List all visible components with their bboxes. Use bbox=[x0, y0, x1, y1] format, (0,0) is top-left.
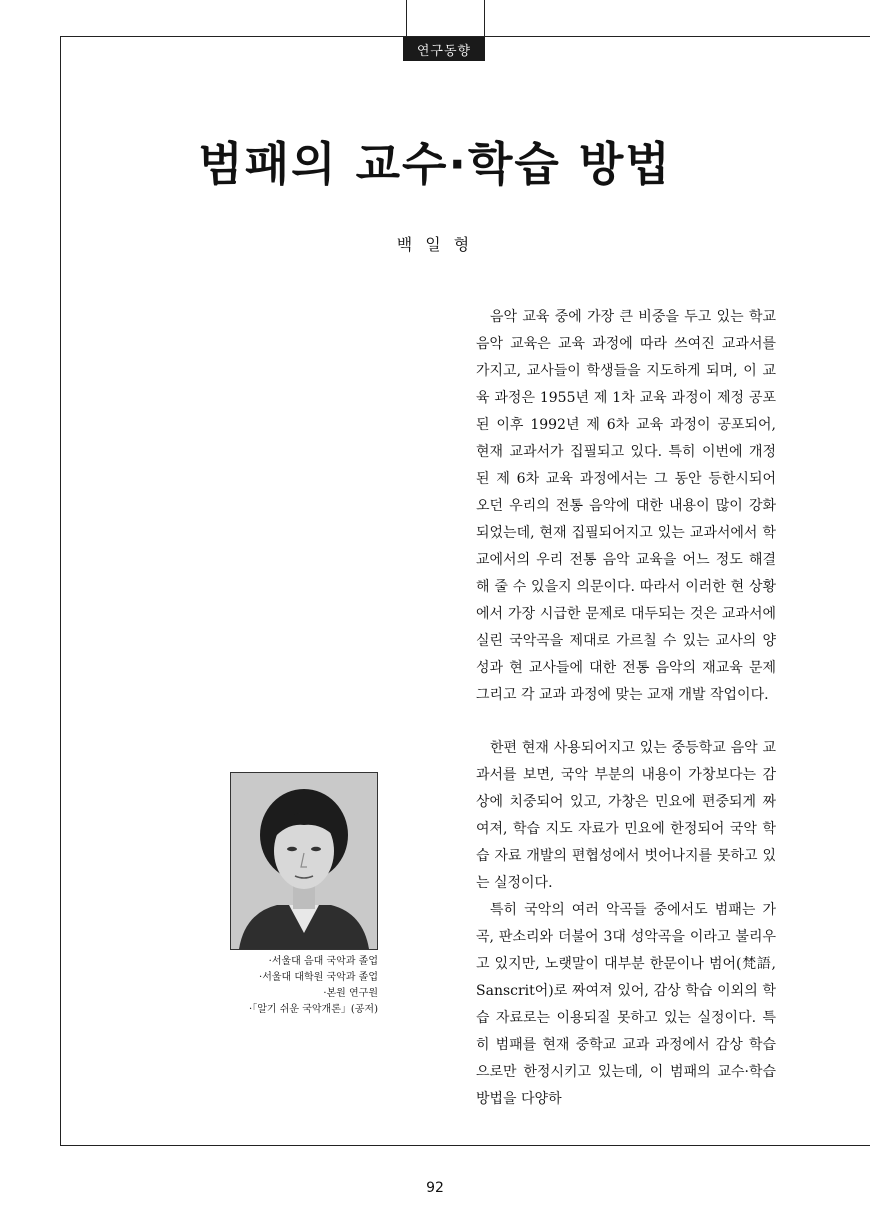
author-name: 백 일 형 bbox=[396, 235, 474, 254]
article-title: 범패의 교수·학습 방법 bbox=[198, 137, 672, 191]
body-paragraph: 한편 현재 사용되어지고 있는 중등학교 음악 교과서를 보면, 국악 부분의 내용이 가창보다는 감상에 치중되어 있고, 가창은 민요에 편중되게 짜여져, 학습 지도 자료가 민요에 한정되어 국악 학습 자료 개발의 편협성에서 벗어나지를 못하고 있는 실정이다. bbox=[476, 740, 776, 891]
bio-item: ·서울대 음대 국악과 졸업 bbox=[268, 956, 378, 967]
page-frame-left-rule bbox=[60, 36, 61, 1146]
article-body bbox=[476, 304, 776, 1113]
header-tick-left bbox=[406, 0, 407, 37]
bio-item: ·본원 연구원 bbox=[323, 988, 378, 999]
author-photo bbox=[230, 772, 378, 950]
body-paragraph: 특히 국악의 여러 악곡들 중에서도 범패는 가곡, 판소리와 더불어 3대 성악곡을 이라고 불리우고 있지만, 노랫말이 대부분 한문이나 범어(梵語, Sanscrit어)로 짜여져 있어, 감상 학습 이외의 학습 자료로는 이용되질 못하고 있는 실정이다. 특히 범패를 현재 중학교 교과 과정에서 감상 학습으로만 한정시키고 있는데, 이 범패의 교수·학습 방법을 다양하 bbox=[476, 902, 776, 1107]
portrait-illustration bbox=[231, 773, 377, 949]
section-badge: 연구동향 bbox=[403, 37, 485, 61]
page-frame-bottom-rule bbox=[60, 1145, 870, 1146]
body-paragraph: 음악 교육 중에 가장 큰 비중을 두고 있는 학교 음악 교육은 교육 과정에 따라 쓰여진 교과서를 가지고, 교사들이 학생들을 지도하게 되며, 이 교육 과정은 1955년 제 1차 교육 과정이 제정 공포된 이후 1992년 제 6차 교육 과정이 공포되어, 현재 교과서가 집필되고 있다. 특히 이번에 개정된 제 6차 교육 과정에서는 그 동안 등한시되어 오던 우리의 전통 음악에 대한 내용이 많이 강화되었는데, 현재 집필되어지고 있는 교과서에서 학교에서의 우리 전통 음악 교육을 어느 정도 해결해 줄 수 있을지 의문이다. 따라서 이러한 현 상황에서 가장 시급한 문제로 대두되는 것은 교과서에 실린 국악곡을 제대로 가르칠 수 있는 교사의 양성과 현 교사들에 대한 전통 음악의 재교육 문제 그리고 각 교과 과정에 맞는 교재 개발 작업이다. bbox=[476, 309, 776, 703]
header-tick-right bbox=[484, 0, 485, 37]
bio-item: ·「알기 쉬운 국악개론」(공저) bbox=[249, 1004, 378, 1015]
bio-item: ·서울대 대학원 국악과 졸업 bbox=[259, 972, 378, 983]
author-bio bbox=[230, 954, 378, 1018]
page-number: 92 bbox=[426, 1180, 444, 1196]
